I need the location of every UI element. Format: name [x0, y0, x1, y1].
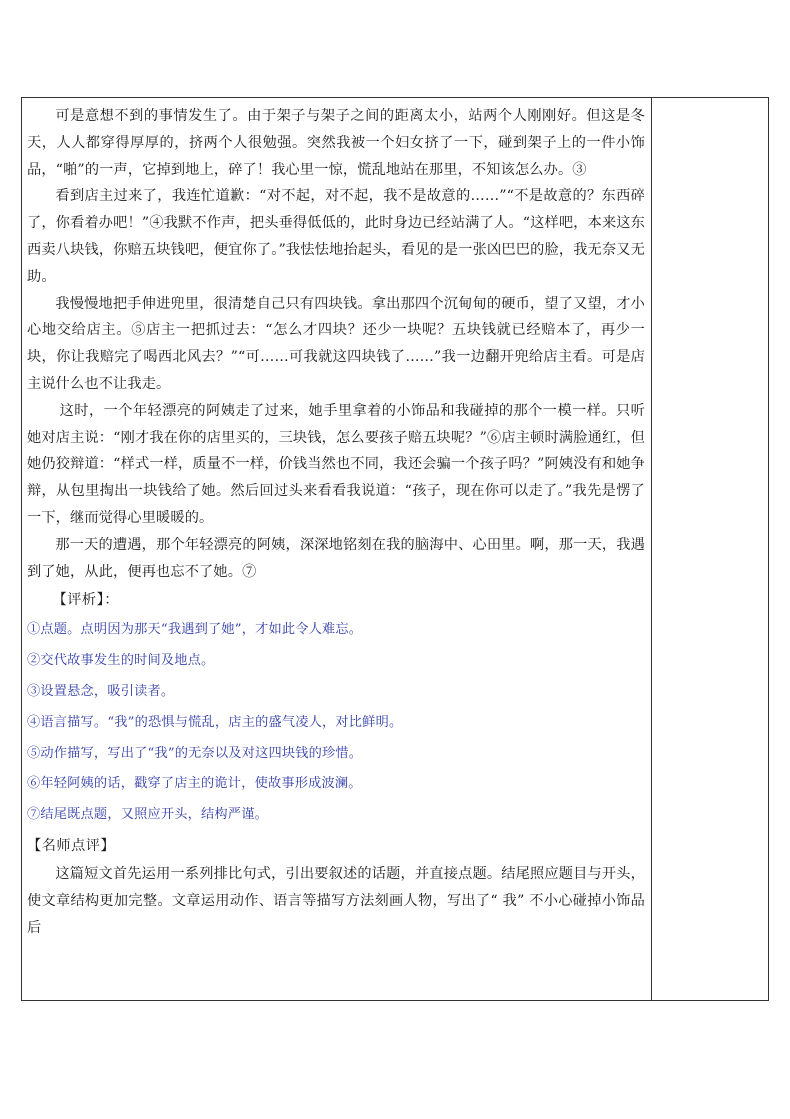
story-paragraph-1: 可是意想不到的事情发生了。由于架子与架子之间的距离太小，站两个人刚刚好。但这是冬天，人人都穿得厚厚的，挤两个人很勉强。突然我被一个妇女挤了一下，碰到架子上的一件小饰品，“啪”的一声，它掉到地上，碎了！我心里一惊，慌乱地站在那里，不知该怎么办。③ — [27, 108, 645, 178]
analysis-heading: 【评析】： — [52, 592, 119, 609]
analysis-note-7: ⑦结尾既点题，又照应开头，结构严谨。 — [27, 807, 268, 823]
teacher-comment-heading: 【名师点评】 — [27, 837, 116, 854]
story-paragraph-3: 我慢慢地把手伸进兜里，很清楚自己只有四块钱。拿出那四个沉甸甸的硬币，望了又望，才小心地交给店主。⑤店主一把抓过去：“怎么才四块？还少一块呢？五块钱就已经赔本了，再少一块，你让我赔完了喝西北风去？”“可……可我就这四块钱了……”我一边翻开兜给店主看。可是店主说什么也不让我走。 — [27, 295, 645, 392]
story-paragraph-4: 这时，一个年轻漂亮的阿姨走了过来，她手里拿着的小饰品和我碰掉的那个一模一样。只听她对店主说：“刚才我在你的店里买的，三块钱，怎么要孩子赔五块呢？”⑥店主顿时满脸通红，但她仍狡辩道：“样式一样，质量不一样，价钱当然也不同，我还会骗一个孩子吗？”阿姨没有和她争辩，从包里掏出一块钱给了她。然后回过头来看看我说道：“孩子，现在你可以走了。”我先是愣了一下，继而觉得心里暖暖的。 — [27, 402, 645, 526]
analysis-note-5: ⑤动作描写，写出了“我”的无奈以及对这四块钱的珍惜。 — [27, 745, 363, 761]
content-cell — [22, 98, 652, 1000]
teacher-comment-text: 这篇短文首先运用一系列排比句式，引出要叙述的话题，并直接点题。结尾照应题目与开头，使文章结构更加完整。文章运用动作、语言等描写方法刻画人物，写出了“ 我” 不小心碰掉小饰品后 — [27, 865, 645, 936]
document-table — [21, 97, 769, 1001]
analysis-note-3: ③设置悬念，吸引读者。 — [27, 683, 175, 699]
side-cell — [652, 98, 768, 1000]
analysis-note-1: ①点题。点明因为那天“我遇到了她”，才如此令人难忘。 — [27, 622, 363, 638]
story-paragraph-5: 那一天的遭遇，那个年轻漂亮的阿姨，深深地铭刻在我的脑海中、心田里。啊，那一天，我遇到了她，从此，便再也忘不了她。⑦ — [27, 536, 645, 580]
analysis-note-6: ⑥年轻阿姨的话，戳穿了店主的诡计，使故事形成波澜。 — [27, 776, 362, 792]
analysis-note-2: ②交代故事发生的时间及地点。 — [27, 653, 215, 669]
analysis-note-4: ④语言描写。“我”的恐惧与慌乱，店主的盛气凌人，对比鲜明。 — [27, 714, 403, 730]
story-paragraph-2: 看到店主过来了，我连忙道歉：“对不起，对不起，我不是故意的……”“不是故意的？东西碎了，你看着办吧！”④我默不作声，把头垂得低低的，此时身边已经站满了人。“这样吧，本来这东西卖八块钱，你赔五块钱吧，便宜你了。”我怯怯地抬起头，看见的是一张凶巴巴的脸，我无奈又无助。 — [27, 188, 645, 285]
